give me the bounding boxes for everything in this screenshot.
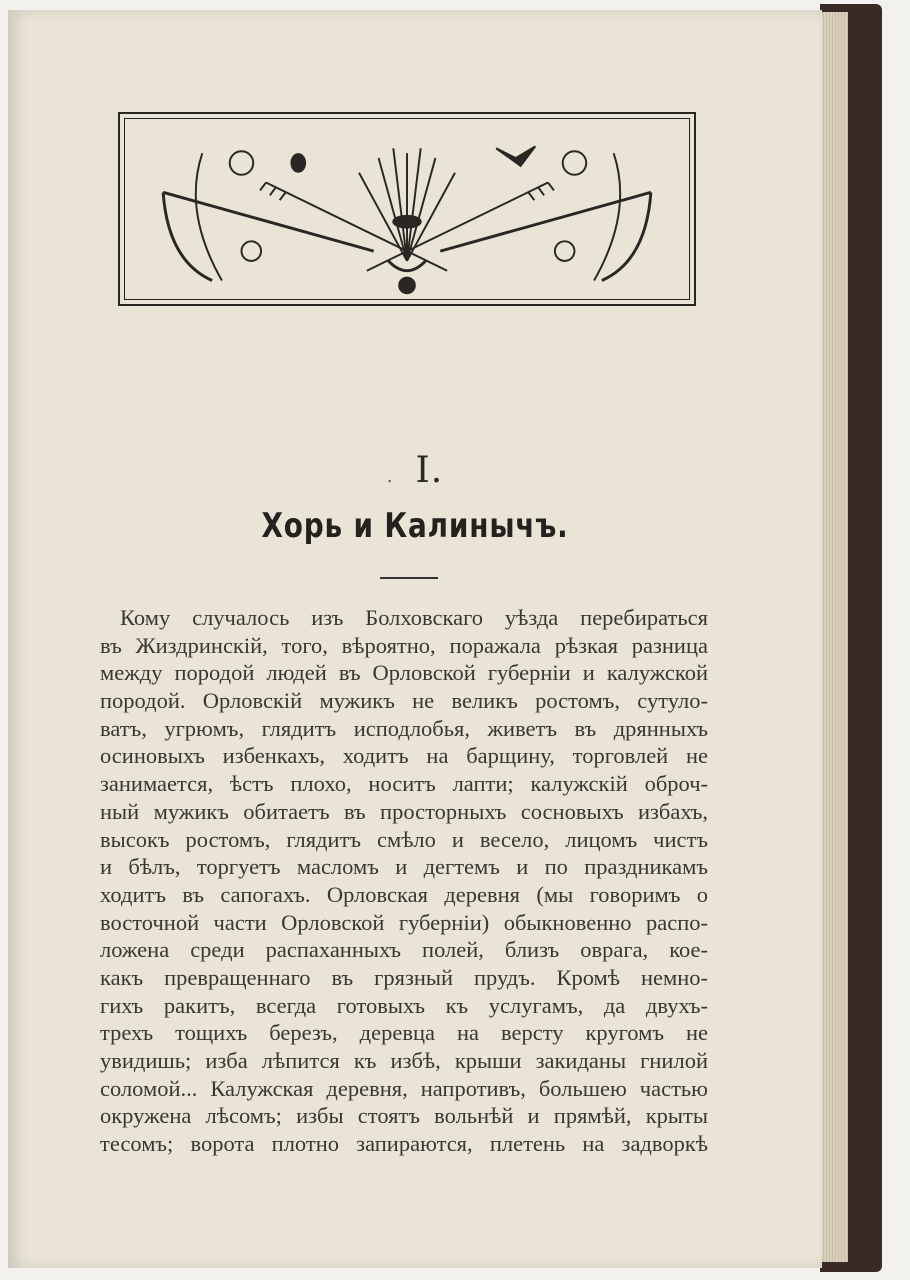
bird-icon	[291, 146, 535, 171]
book-page	[8, 10, 822, 1268]
scythe-icon	[163, 192, 651, 280]
chapter-number: . I.	[386, 450, 444, 491]
chapter-number-text: I.	[415, 450, 444, 491]
text-line: тесомъ; ворота плотно запираются, плетень на задворкѣ	[100, 1131, 708, 1157]
chapter-title	[81, 506, 748, 546]
text-line: увидишь; изба лѣпится къ избѣ, крыши закиданы гнилой	[100, 1048, 708, 1073]
rake-icon	[260, 183, 554, 271]
text-line: соломой... Калужская деревня, напротивъ, большею частью	[100, 1075, 708, 1101]
text-line: восточной части Орловской губерніи) обыкновенно распо-	[100, 909, 708, 935]
text-line: въ Жиздринскій, того, вѣроятно, поражала рѣзкая разница	[100, 632, 708, 658]
title-divider	[380, 577, 438, 579]
text-line: Кому случалось изъ Болховскаго уѣзда перебираться	[120, 605, 708, 630]
text-line: ный мужикъ обитаетъ въ просторныхъ сосновыхъ избахъ,	[100, 798, 708, 824]
text-line: между породой людей въ Орловской губерніи и калужской	[100, 660, 708, 686]
text-line: гихъ ракитъ, всегда готовыхъ къ услугамъ, да двухъ-	[100, 992, 708, 1018]
text-line: окружена лѣсомъ; избы стоятъ вольнѣй и прямѣй, крыты	[100, 1103, 708, 1129]
text-line: ложена среди распаханныхъ полей, близъ оврага, кое-	[100, 937, 708, 963]
body-text	[100, 604, 708, 1158]
flower-icon	[196, 151, 620, 280]
chapter-title-period: .	[557, 506, 569, 546]
wheat-sheaf-icon	[359, 148, 455, 270]
text-line: занимается, ѣстъ плохо, носитъ лапти; калужскій оброч-	[100, 771, 708, 797]
text-line: ватъ, угрюмъ, глядитъ исподлобья, живетъ въ дрянныхъ	[100, 715, 708, 741]
text-line: породой. Орловскій мужикъ не великъ ростомъ, сутуло-	[100, 688, 708, 714]
chapter-title-text: Хорь и Калинычъ	[261, 506, 558, 546]
text-line: и бѣлъ, торгуетъ масломъ и дегтемъ и по праздникамъ	[100, 854, 708, 880]
wheat-sheaf-illustration	[120, 114, 694, 304]
headpiece-ornament	[118, 112, 696, 306]
text-line: какъ превращеннаго въ грязный прудъ. Кромѣ немно-	[100, 964, 708, 990]
text-line: осиновыхъ избенкахъ, ходитъ на барщину, торговлей не	[100, 743, 708, 769]
text-line: трехъ тощихъ березъ, деревца на версту кругомъ не	[100, 1020, 708, 1046]
text-line: высокъ ростомъ, глядитъ смѣло и весело, лицомъ чистъ	[100, 826, 708, 852]
text-line: ходитъ въ сапогахъ. Орловская деревня (мы говоримъ о	[100, 881, 708, 907]
